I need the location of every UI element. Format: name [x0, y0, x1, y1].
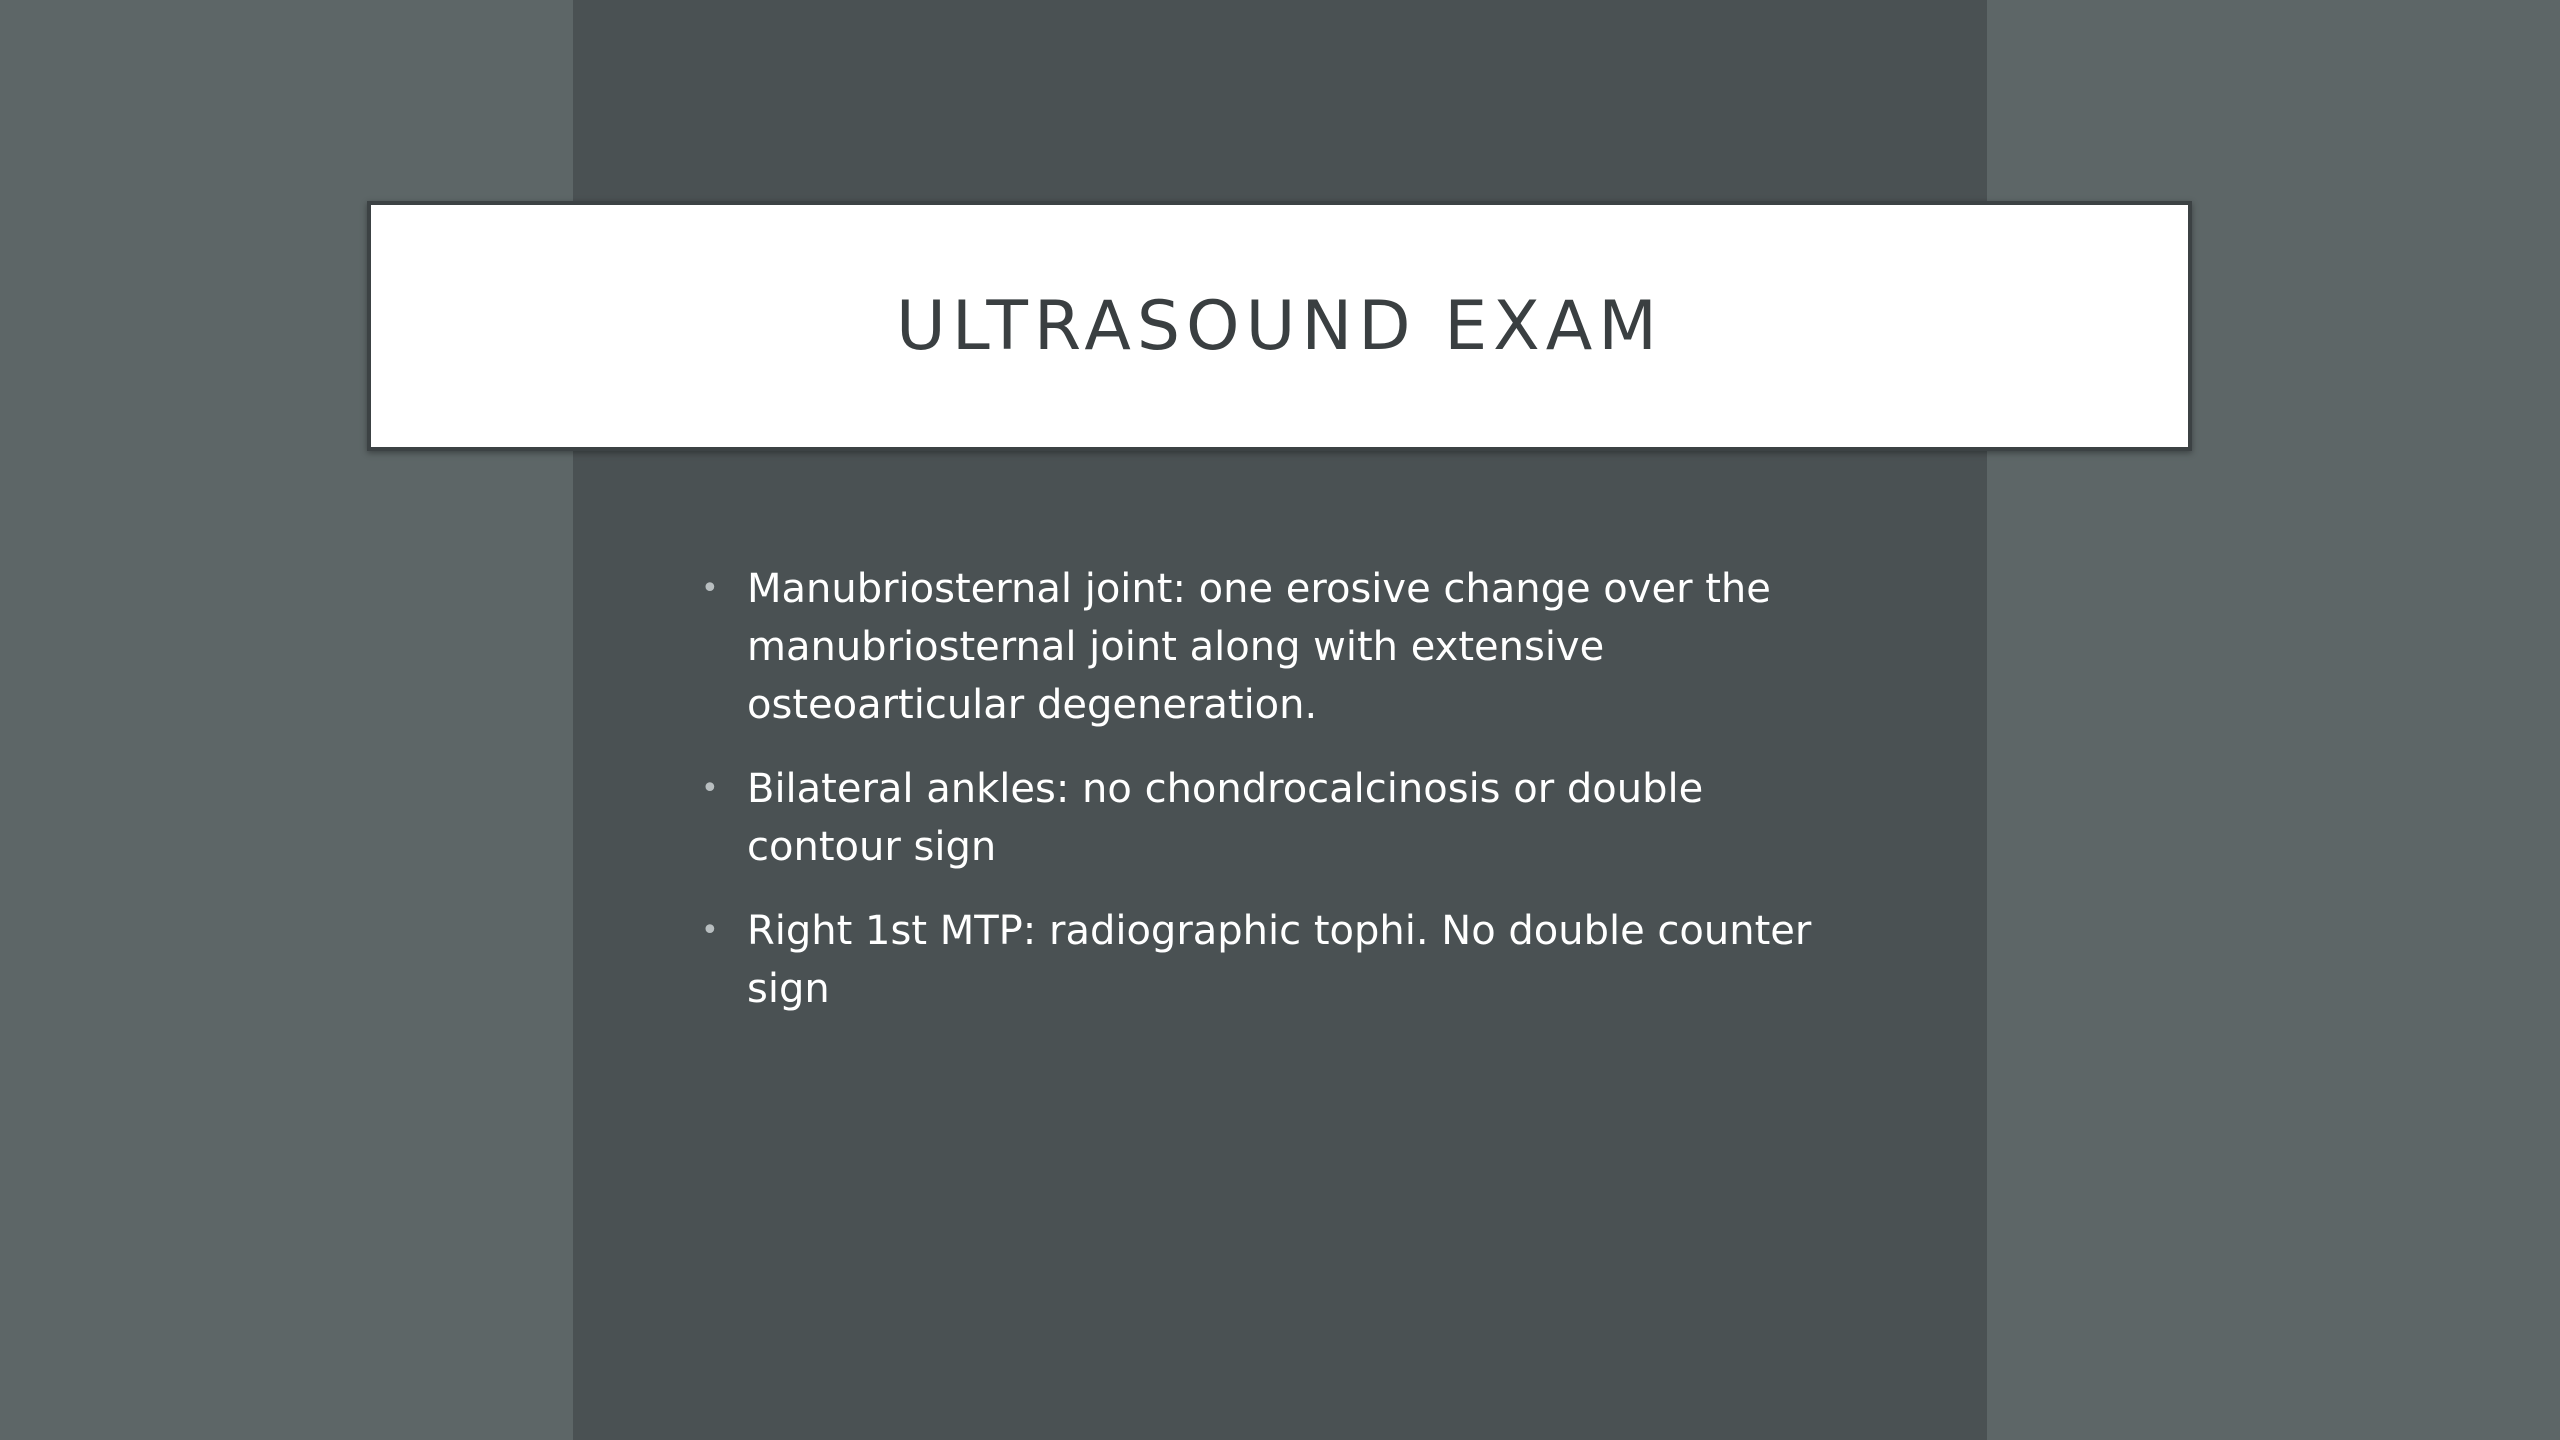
bullet-dot-icon: •	[701, 913, 719, 948]
bullet-item	[697, 760, 1867, 876]
bullet-list	[697, 560, 1867, 1044]
bullet-text: Manubriosternal joint: one erosive change over the manubriosternal joint along with extensive osteoarticular degeneration.	[747, 566, 1771, 728]
bullet-text: Bilateral ankles: no chondrocalcinosis or double contour sign	[747, 766, 1704, 870]
bullet-item	[697, 560, 1867, 734]
bullet-dot-icon: •	[701, 771, 719, 806]
bullet-item	[697, 902, 1867, 1018]
title-box	[367, 201, 2192, 451]
bullet-dot-icon: •	[701, 571, 719, 606]
bullet-text: Right 1st MTP: radiographic tophi. No double counter sign	[747, 908, 1812, 1012]
slide-title: ULTRASOUND EXAM	[896, 286, 1663, 366]
